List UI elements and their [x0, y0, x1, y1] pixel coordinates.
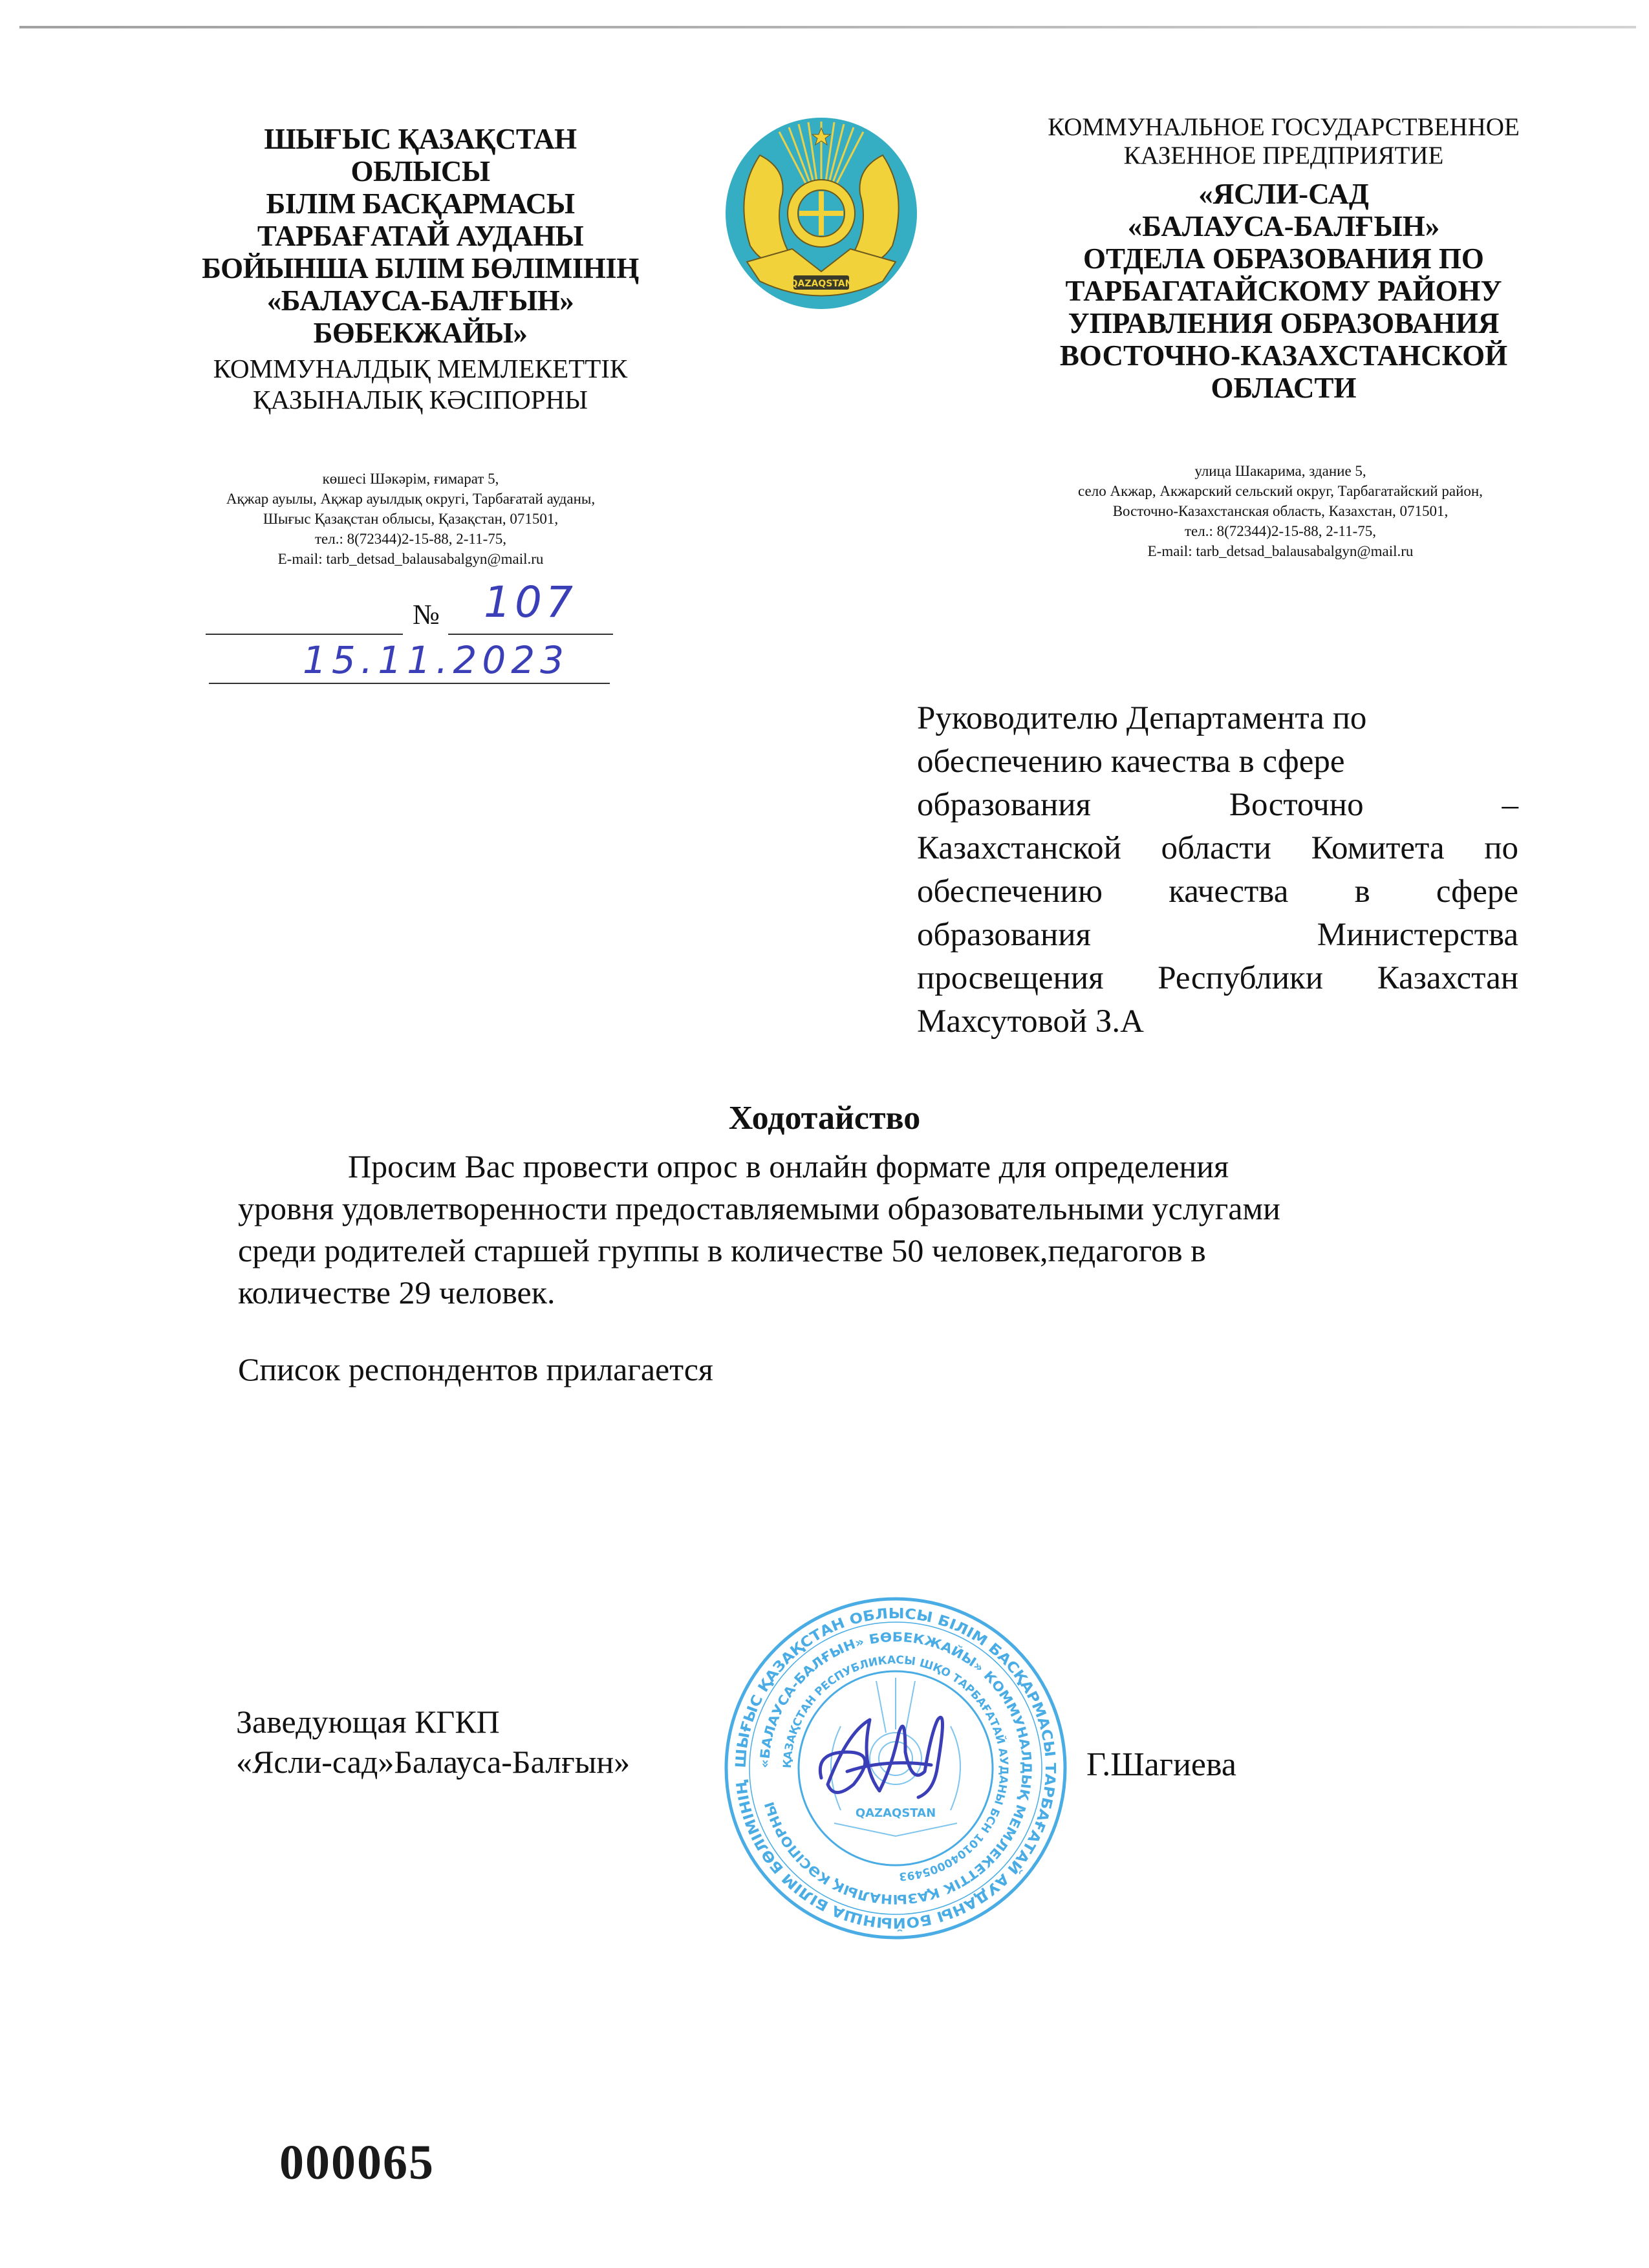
body-line: среди родителей старшей группы в количестве 50 человек,педагогов в — [238, 1232, 1206, 1268]
addressee-line: образования Министерства — [917, 917, 1518, 953]
address-line: село Акжар, Акжарский сельский округ, Тарбагатайский район, — [1078, 483, 1483, 499]
right-letterhead-line: ОБЛАСТИ — [1211, 372, 1357, 404]
body-line: количестве 29 человек. — [238, 1274, 555, 1311]
right-letterhead-line: ОТДЕЛА ОБРАЗОВАНИЯ ПО — [1083, 242, 1484, 275]
body-line: уровня удовлетворенности предоставляемыми образовательными услугами — [238, 1190, 1280, 1226]
address-line: көшесі Шәкәрім, ғимарат 5, — [322, 471, 499, 487]
left-letterhead-subtitle-line: КОММУНАЛДЫҚ МЕМЛЕКЕТТІК — [213, 354, 628, 383]
signatory-name: Г.Шагиева — [1086, 1746, 1236, 1783]
emblem-label: QAZAQSTAN — [790, 279, 853, 289]
number-underline-right — [448, 634, 613, 635]
date-underline — [209, 683, 610, 684]
right-letterhead-line: «ЯСЛИ-САД — [1198, 178, 1369, 210]
address-line: тел.: 8(72344)2-15-88, 2-11-75, — [315, 531, 506, 547]
address-line: Ақжар ауылы, Ақжар ауылдық округі, Тарбағатай ауданы, — [226, 491, 596, 507]
address-line: E-mail: tarb_detsad_balausabalgyn@mail.ru — [277, 551, 544, 567]
right-letterhead-line: «БАЛАУСА-БАЛҒЫН» — [1127, 210, 1440, 242]
left-letterhead — [175, 123, 666, 415]
signatory-position — [236, 1702, 630, 1782]
address-line: Шығыс Қазақстан облысы, Қазақстан, 071501, — [263, 511, 559, 527]
registration-block — [206, 569, 613, 685]
signatory-position-line: «Ясли-сад»Балауса-Балғын» — [236, 1744, 630, 1780]
right-letterhead-line: УПРАВЛЕНИЯ ОБРАЗОВАНИЯ — [1068, 307, 1500, 339]
address-line: Восточно-Казахстанская область, Казахстан, 071501, — [1112, 503, 1449, 519]
right-letterhead-line: КОММУНАЛЬНОЕ ГОСУДАРСТВЕННОЕ — [1048, 113, 1520, 141]
addressee-line: просвещения Республики Казахстан — [917, 960, 1518, 996]
stamp-inner-text: ҚАЗАҚСТАН РЕСПУБЛИКАСЫ ШҚО ТАРБАҒАТАЙ АУДАНЫ БСН 101040005493 — [781, 1653, 1011, 1883]
number-underline-left — [206, 634, 403, 635]
attachment-note: Список респондентов прилагается — [238, 1351, 713, 1387]
left-letterhead-subtitle — [175, 353, 666, 415]
number-label: № — [413, 599, 440, 630]
right-letterhead — [1009, 113, 1558, 404]
left-letterhead-subtitle-line: ҚАЗЫНАЛЫҚ КӘСІПОРНЫ — [253, 385, 588, 414]
left-letterhead-line: ТАРБАҒАТАЙ АУДАНЫ — [257, 220, 584, 252]
registration-number: 107 — [484, 577, 577, 627]
addressee-line: Махсутовой З.А — [917, 1003, 1144, 1040]
registration-date: 15.11.2023 — [303, 638, 570, 682]
address-line: E-mail: tarb_detsad_balausabalgyn@mail.ru — [1147, 543, 1414, 559]
right-letterhead-line: КАЗЕННОЕ ПРЕДПРИЯТИЕ — [1123, 142, 1444, 169]
right-letterhead-line: ВОСТОЧНО-КАЗАХСТАНСКОЙ — [1059, 339, 1508, 372]
left-letterhead-line: БОЙЫНША БІЛІМ БӨЛІМІНІҢ — [202, 252, 639, 284]
addressee-line: обеспечению качества в сфере — [917, 744, 1345, 780]
body-paragraph — [238, 1146, 1505, 1314]
stamp-center-label: QAZAQSTAN — [855, 1806, 936, 1820]
left-letterhead-line: БІЛІМ БАСҚАРМАСЫ — [266, 187, 575, 220]
address-line: улица Шакарима, здание 5, — [1194, 463, 1366, 479]
left-letterhead-line: ОБЛЫСЫ — [350, 155, 490, 187]
stamp-middle-text: «БАЛАУСА-БАЛҒЫН» БӨБЕКЖАЙЫ» КОММУНАЛДЫҚ МЕМЛЕКЕТТІК ҚАЗЫНАЛЫҚ КӘСІПОРНЫ — [756, 1629, 1035, 1908]
left-letterhead-line: БӨБЕКЖАЙЫ» — [313, 317, 528, 349]
left-letterhead-line: «БАЛАУСА-БАЛҒЫН» — [266, 284, 574, 317]
right-letterhead-line: ТАРБАГАТАЙСКОМУ РАЙОНУ — [1065, 275, 1502, 307]
left-letterhead-line: ШЫҒЫС ҚАЗАҚСТАН — [264, 123, 577, 155]
handwritten-signature-icon — [808, 1694, 976, 1823]
addressee-line: Руководителю Департамента по — [917, 700, 1367, 736]
body-line: Просим Вас провести опрос в онлайн формате для определения — [348, 1148, 1229, 1184]
addressee-block — [917, 697, 1518, 1043]
serial-number: 000065 — [279, 2135, 435, 2190]
scan-edge-line — [19, 26, 1636, 28]
document-title: Ходотайство — [728, 1100, 921, 1137]
signatory-position-line: Заведующая КГКП — [236, 1704, 500, 1740]
stamp-outer-text: ШЫҒЫС ҚАЗАҚСТАН ОБЛЫСЫ БІЛІМ БАСҚАРМАСЫ ТАРБАҒАТАЙ АУДАНЫ БОЙЫНША БІЛІМ БӨЛІМІНІҢ — [733, 1605, 1059, 1931]
addressee-line: обеспечению качества в сфере — [917, 873, 1518, 910]
address-line: тел.: 8(72344)2-15-88, 2-11-75, — [1185, 523, 1376, 539]
right-address-block — [1028, 461, 1533, 561]
left-address-block — [184, 469, 637, 569]
state-emblem-icon — [721, 116, 921, 317]
addressee-line: образования Восточно – — [917, 787, 1518, 823]
addressee-line: Казахстанской области Комитета по — [917, 830, 1518, 866]
